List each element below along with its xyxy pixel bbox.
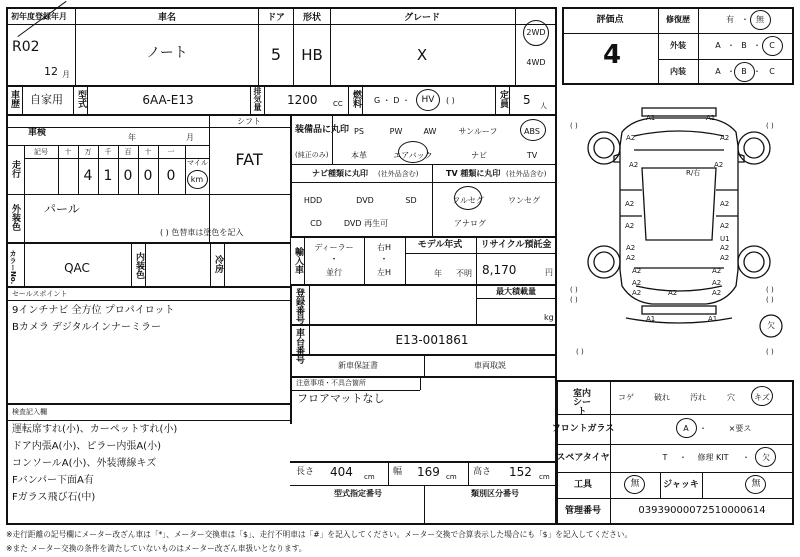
fuel-label: 燃料 bbox=[351, 90, 361, 108]
repair-none-circle bbox=[750, 10, 771, 30]
damage-mark: A2 bbox=[626, 254, 636, 262]
svg-text:( ): ( ) bbox=[570, 296, 578, 304]
abs-circle bbox=[520, 119, 546, 141]
damage-mark: A2 bbox=[712, 279, 722, 287]
mileage-digit: 0 bbox=[123, 168, 133, 184]
handle-left: 左H bbox=[376, 268, 392, 277]
glass-option: ・ bbox=[699, 424, 707, 433]
equip-label-sub: (純正のみ) bbox=[295, 151, 329, 159]
capacity-unit: 人 bbox=[540, 102, 547, 110]
diagram-center-mark: R/右 bbox=[686, 169, 701, 177]
damage-mark: A2 bbox=[720, 254, 730, 262]
door-label: ドア bbox=[267, 13, 285, 23]
model-label: 型式 bbox=[76, 90, 86, 108]
damage-mark: A2 bbox=[632, 289, 642, 297]
tools-value: 無 bbox=[630, 479, 640, 489]
exterior-option: ・ bbox=[727, 41, 735, 50]
tv-label-sub: (社外品含む) bbox=[506, 170, 547, 178]
handle-right: 右H bbox=[376, 243, 392, 252]
sales-points-label: セールスポイント bbox=[12, 290, 68, 298]
equip-label: 装備品に丸印 bbox=[295, 125, 350, 135]
inspector-line: コンソールA(小)、外装薄線キズ bbox=[12, 458, 157, 469]
displacement-unit: CC bbox=[333, 100, 343, 108]
color-change-text: ( ) 色替車は塗色を記入 bbox=[160, 228, 244, 237]
tv-item: フルセグ bbox=[452, 196, 484, 205]
equip-item: エアバック bbox=[393, 151, 433, 160]
tools-label: 工具 bbox=[573, 480, 593, 490]
damage-mark: U1 bbox=[720, 235, 730, 243]
first-reg-month-unit: 月 bbox=[62, 70, 70, 79]
kg-label: kg bbox=[544, 313, 554, 322]
glass-label: フロントガラス bbox=[551, 424, 615, 434]
digit-header: 万 bbox=[84, 148, 92, 156]
color-no-label: カラーNo. bbox=[9, 250, 17, 285]
fuel-paren: ( ) bbox=[446, 96, 455, 105]
airbag-circle bbox=[398, 141, 428, 163]
mile-label: マイル bbox=[187, 159, 208, 167]
car-name: ノート bbox=[146, 45, 188, 61]
usage-label: 車歴 bbox=[9, 90, 19, 108]
svg-text:( ): ( ) bbox=[570, 122, 578, 130]
glass-option: A bbox=[683, 424, 689, 433]
mileage-sub-label: 記号 bbox=[34, 148, 48, 156]
exterior-c-circle bbox=[762, 36, 783, 56]
car-name-label: 車名 bbox=[157, 13, 177, 23]
equip-item: 本革 bbox=[351, 151, 367, 160]
aircon-label: 冷房 bbox=[213, 255, 223, 273]
repair-option: ・ bbox=[741, 15, 749, 24]
type-designation-label: 型式指定番号 bbox=[334, 489, 382, 498]
width-label: 幅 bbox=[393, 467, 403, 477]
import-parallel: 並行 bbox=[326, 268, 342, 277]
svg-text:( ): ( ) bbox=[576, 348, 584, 356]
damage-mark: A2 bbox=[626, 134, 636, 142]
spare-missing-circle bbox=[755, 447, 776, 467]
shift-label: シフト bbox=[237, 117, 261, 126]
import-dealer: ディーラー bbox=[314, 243, 354, 252]
control-label: 管理番号 bbox=[564, 506, 602, 516]
recycle-unit: 円 bbox=[545, 268, 553, 277]
equip-item: PS bbox=[354, 127, 364, 136]
svg-text:( ): ( ) bbox=[766, 286, 774, 294]
shape-value: HB bbox=[301, 46, 323, 64]
length-unit: cm bbox=[364, 473, 375, 481]
nav-item: SD bbox=[405, 196, 417, 205]
shift-value: FAT bbox=[235, 150, 263, 169]
damage-mark: A2 bbox=[632, 279, 642, 287]
damage-mark: A2 bbox=[625, 200, 635, 208]
damage-mark: A1 bbox=[646, 114, 656, 122]
color-no-value: QAC bbox=[64, 261, 90, 275]
interior-option: C bbox=[769, 67, 775, 76]
handle-dot: ・ bbox=[379, 255, 389, 265]
spare-option: 修理 KIT bbox=[697, 453, 729, 462]
drive-2wd: 2WD bbox=[526, 28, 546, 37]
diagram-chip-mark: 欠 bbox=[767, 321, 775, 330]
score-label: 評価点 bbox=[596, 15, 624, 25]
ext-color-value: パール bbox=[44, 202, 80, 216]
equip-item: TV bbox=[526, 151, 538, 160]
interior-b-circle bbox=[734, 62, 755, 82]
tv-item: アナログ bbox=[454, 219, 486, 228]
damage-mark: A2 bbox=[720, 222, 730, 230]
model-year-unit: 年 bbox=[434, 269, 442, 278]
exterior-option: C bbox=[769, 41, 775, 50]
ext-color-label: 外装色 bbox=[10, 204, 20, 231]
chassis-label: 車台番号 bbox=[294, 328, 304, 364]
fullseg-circle bbox=[454, 186, 482, 210]
tv-item: ワンセグ bbox=[508, 196, 540, 205]
damage-mark: A2 bbox=[626, 244, 636, 252]
glass-option: ×要ス bbox=[728, 424, 752, 433]
first-reg-label: 初年度登録年月 bbox=[11, 12, 67, 21]
spare-option: 欠 bbox=[762, 453, 770, 462]
mileage-digit: 0 bbox=[143, 168, 153, 184]
recycle-value: 8,170 bbox=[482, 263, 517, 277]
notes-value: フロアマットなし bbox=[297, 392, 385, 405]
seat-option: 汚れ bbox=[690, 393, 706, 402]
seat-option: コゲ bbox=[618, 393, 634, 402]
digit-header: 一 bbox=[167, 148, 175, 156]
shaken-month-unit: 月 bbox=[186, 133, 194, 142]
repair-label: 修復歴 bbox=[666, 15, 690, 24]
shaken-label: 車検 bbox=[28, 128, 47, 138]
new-car-warranty: 新車保証書 bbox=[338, 361, 378, 370]
first-reg-month: 12 bbox=[44, 65, 58, 78]
height-value: 152 bbox=[509, 465, 532, 479]
car-diagram bbox=[562, 90, 794, 378]
digit-header: 十 bbox=[64, 148, 72, 156]
glass-a-circle bbox=[676, 418, 697, 438]
seat-label: 室内シート bbox=[572, 389, 591, 417]
interior-option: B bbox=[741, 67, 747, 76]
length-label: 長さ bbox=[296, 467, 315, 477]
digit-header: 百 bbox=[124, 148, 132, 156]
exterior-option: A bbox=[715, 41, 721, 50]
inspector-line: 運転席すれ(小)、カーペットすれ(小) bbox=[12, 424, 178, 435]
fuel-options: G ・ D ・ bbox=[374, 96, 410, 105]
repair-option: 有 bbox=[726, 15, 734, 24]
first-reg-era: R02 bbox=[12, 39, 40, 55]
height-unit: cm bbox=[539, 473, 550, 481]
nav-item: CD bbox=[310, 219, 322, 228]
import-dot: ・ bbox=[329, 255, 339, 265]
capacity-label: 定員 bbox=[498, 90, 508, 108]
digit-header: 十 bbox=[144, 148, 152, 156]
model-year-value: 不明 bbox=[456, 269, 472, 278]
exterior-option: B bbox=[741, 41, 747, 50]
mileage-digit: 1 bbox=[103, 168, 113, 184]
seat-option: キズ bbox=[754, 393, 770, 402]
mileage-digit: 0 bbox=[166, 168, 176, 184]
repair-option: 無 bbox=[756, 15, 764, 24]
inspector-line: ドア内張A(小)、ピラー内張A(小) bbox=[12, 441, 161, 452]
sales-point-line: 9インチナビ 全方位 プロパイロット bbox=[12, 305, 175, 316]
damage-mark: A2 bbox=[712, 289, 722, 297]
damage-mark: A2 bbox=[720, 244, 730, 252]
seat-option: 穴 bbox=[727, 393, 735, 402]
fuel-selected: HV bbox=[421, 95, 435, 105]
drive-4wd: 4WD bbox=[526, 58, 546, 67]
interior-option: ・ bbox=[753, 67, 761, 76]
svg-text:( ): ( ) bbox=[766, 122, 774, 130]
vehicle-manual: 車両取説 bbox=[474, 361, 506, 370]
damage-mark: A2 bbox=[720, 134, 730, 142]
shape-label: 形状 bbox=[302, 13, 322, 23]
inspector-label: 検査記入欄 bbox=[12, 408, 47, 416]
equip-item: PW bbox=[389, 127, 403, 136]
height-label: 高さ bbox=[473, 467, 492, 477]
km-label: km bbox=[190, 175, 204, 184]
mileage-digit: 4 bbox=[83, 168, 93, 184]
tv-label: TV 種類に丸印 bbox=[446, 169, 501, 178]
damage-mark: A2 bbox=[714, 161, 724, 169]
nav-item: HDD bbox=[303, 196, 323, 205]
door-count: 5 bbox=[270, 45, 282, 64]
max-load-label: 最大積載量 bbox=[496, 287, 536, 296]
width-value: 169 bbox=[417, 465, 440, 479]
damage-mark: A1 bbox=[646, 315, 656, 323]
score-value: 4 bbox=[602, 40, 622, 70]
digit-header: 千 bbox=[104, 148, 112, 156]
notes-label: 注意事項・不具合箇所 bbox=[296, 379, 366, 387]
grade-value: X bbox=[416, 46, 428, 64]
spare-option: ・ bbox=[742, 453, 750, 462]
exterior-option: ・ bbox=[753, 41, 761, 50]
damage-mark: A2 bbox=[712, 267, 722, 275]
exterior-label: 外装 bbox=[670, 41, 686, 50]
inspector-line: Fバンパー下面A有 bbox=[12, 475, 94, 486]
svg-text:( ): ( ) bbox=[570, 286, 578, 294]
nav-label-sub: (社外品含む) bbox=[378, 170, 419, 178]
damage-mark: A1 bbox=[708, 315, 718, 323]
equip-item: ABS bbox=[524, 127, 540, 136]
mileage-label: 走行 bbox=[10, 160, 20, 178]
model-value: 6AA-E13 bbox=[142, 93, 194, 107]
reg-number-label: 登録番号 bbox=[294, 288, 304, 324]
int-color-label: 内装色 bbox=[134, 252, 144, 279]
spare-option: T bbox=[662, 453, 668, 462]
sales-point-line: Bカメラ デジタルインナーミラー bbox=[12, 322, 161, 333]
control-value: 03939000072510000614 bbox=[638, 505, 766, 516]
footer-note-2: ※また メーター交換の条件を満たしていないものはメーター改ざん車扱いとなります。 bbox=[6, 544, 307, 553]
shaken-year-unit: 年 bbox=[128, 133, 136, 142]
spare-option: ・ bbox=[679, 453, 687, 462]
footer-note-1: ※走行距離の記号欄にメーター改ざん車は「*」、メーター交換車は「$」、走行不明車は「#」を記入してください。メーター交換で合算表示した場合にも「$」を記入してください。 bbox=[6, 530, 633, 539]
recycle-label: リサイクル預託金 bbox=[480, 240, 552, 250]
model-year-label: モデル年式 bbox=[417, 240, 463, 250]
equip-item: ナビ bbox=[471, 151, 487, 160]
svg-text:( ): ( ) bbox=[766, 348, 774, 356]
nav-label: ナビ種類に丸印 bbox=[312, 169, 368, 178]
interior-option: A bbox=[715, 67, 721, 76]
damage-mark: A2 bbox=[720, 200, 730, 208]
grade-label: グレード bbox=[403, 13, 441, 23]
chassis-value: E13-001861 bbox=[395, 333, 469, 347]
seat-scratch-circle bbox=[751, 386, 773, 406]
category-number-label: 類別区分番号 bbox=[471, 489, 519, 498]
equip-item: AW bbox=[423, 127, 437, 136]
nav-item: DVD bbox=[356, 196, 374, 205]
damage-mark: A2 bbox=[668, 289, 678, 297]
spare-label: スペアタイヤ bbox=[556, 453, 610, 463]
inspector-line: Fガラス飛び石(中) bbox=[12, 492, 96, 503]
equip-item: サンルーフ bbox=[458, 127, 498, 136]
svg-text:( ): ( ) bbox=[766, 296, 774, 304]
jack-value: 無 bbox=[751, 479, 761, 489]
car-diagram-svg bbox=[562, 90, 794, 378]
damage-mark: A2 bbox=[625, 222, 635, 230]
import-label: 輸入車 bbox=[293, 247, 303, 274]
displacement-value: 1200 bbox=[287, 93, 318, 107]
seat-option: 破れ bbox=[654, 393, 670, 402]
length-value: 404 bbox=[330, 465, 353, 479]
interior-label: 内装 bbox=[670, 67, 686, 76]
width-unit: cm bbox=[446, 473, 457, 481]
jack-label: ジャッキ bbox=[663, 480, 699, 490]
interior-option: ・ bbox=[727, 67, 735, 76]
damage-mark: A1 bbox=[706, 114, 716, 122]
displacement-label: 排気量 bbox=[253, 87, 262, 111]
nav-item: DVD 再生可 bbox=[343, 219, 389, 228]
capacity-value: 5 bbox=[523, 93, 531, 107]
damage-mark: A2 bbox=[632, 267, 642, 275]
usage-value: 自家用 bbox=[30, 93, 63, 106]
damage-mark: A2 bbox=[629, 161, 639, 169]
